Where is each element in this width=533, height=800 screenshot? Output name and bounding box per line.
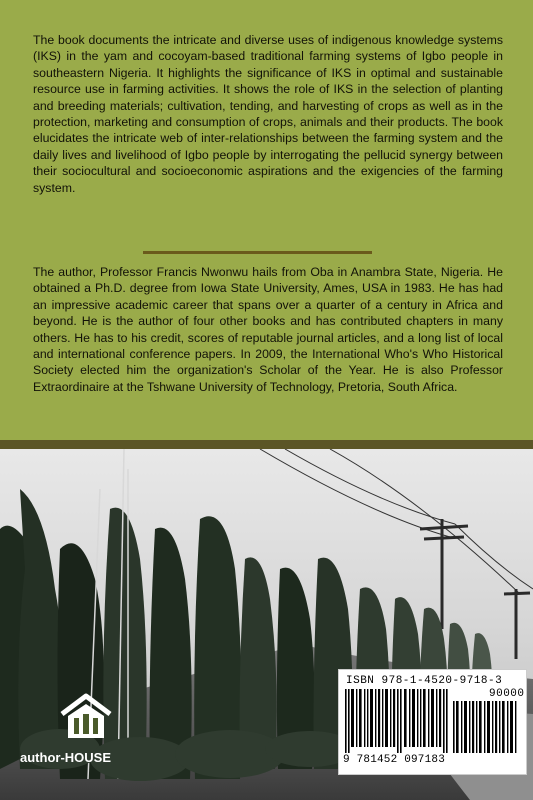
publisher-mark xyxy=(20,690,116,780)
authorhouse-logo-icon xyxy=(54,690,118,747)
price-addon: 90000 xyxy=(489,688,525,700)
isbn-barcode xyxy=(338,669,527,775)
isbn-number: ISBN 978-1-4520-9718-3 xyxy=(346,675,503,687)
section-divider xyxy=(143,251,372,254)
book-description: The book documents the intricate and diverse uses of indigenous knowledge systems (IKS) in the yam and cocoyam-based traditional farming systems of Igbo people in southeastern Nigeria. It highlights the significance of IKS in optimal and sustainable resource use in farming activities. It shows the role of IKS in the selection of planting and breeding materials; cultivation, tending, and harvesting of crops as well as in the protection, marketing and consumption of crops, animals and their products. The book elucidates the intricate web of inter-relationships between the farming system and the daily lives and livelihood of Igbo people by interrogating the pellucid synergy between their sociocultural and socioeconomic aspirations and the exigencies of the farming system. xyxy=(33,33,503,195)
author-bio: The author, Professor Francis Nwonwu hails from Oba in Anambra State, Nigeria. He obtained a Ph.D. degree from Iowa State University, Ames, USA in 1983. He has had an impressive academic career that spans over a quarter of a century in Africa and beyond. He is the author of four other books and has contributed chapters in many others. He has to his credit, scores of reputable journal articles, and a long list of local and international conference papers. In 2009, the International Who's Who Historical Society elected him the organization's Scholar of the Year. He is also Professor Extraordinaire at the Tshwane University of Technology, Pretoria, South Africa. xyxy=(33,265,503,394)
ean-number: 9 781452 097183 xyxy=(343,754,446,766)
publisher-name: author-HOUSE xyxy=(20,750,111,765)
color-band xyxy=(0,440,533,449)
